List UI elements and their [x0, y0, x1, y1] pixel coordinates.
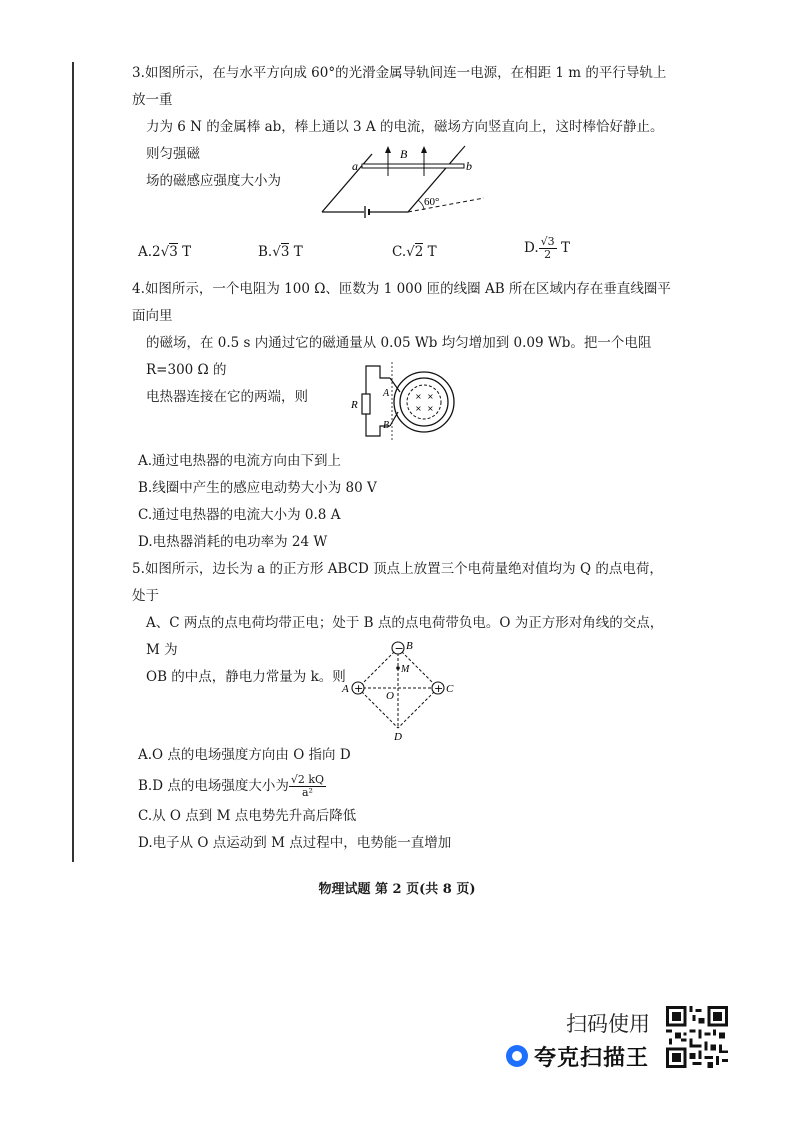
q3-option-a-root: 3 — [169, 244, 178, 260]
q3-fig-angle: 60° — [424, 196, 440, 208]
q5-fig-charge-C: + — [434, 682, 444, 695]
q5-line-2: A、C 两点的点电荷均带正电；处于 B 点的点电荷带负电。O 为正方形对角线的交点，M 为 — [146, 615, 664, 658]
q4-line-1: 4.如图所示，一个电阻为 100 Ω、匝数为 1 000 匝的线圈 AB 所在区域内存在垂直线圈平面向里 — [132, 281, 671, 324]
q4-fig-label-A: A — [383, 388, 390, 399]
q5-fig-charge-A: + — [354, 682, 364, 695]
q3-option-c-root: 2 — [414, 244, 424, 260]
q5-fig-label-B: B — [406, 640, 413, 652]
q3-line-2: 力为 6 N 的金属棒 ab，棒上通以 3 A 的电流，磁场方向竖直向上，这时棒恰好静止。则匀强磁 — [146, 119, 664, 162]
sqrt-symbol: √ — [406, 244, 415, 260]
q5-fig-label-M: M — [401, 664, 410, 675]
q3-option-b-root: 3 — [280, 244, 290, 260]
q5-fig-label-D: D — [394, 731, 402, 740]
page-footer: 物理试题 第 2 页(共 8 页) — [318, 882, 476, 897]
q3-option-d-prefix: D. — [524, 240, 539, 256]
q3-option-a-prefix: A.2 — [138, 244, 161, 260]
q3-option-d-unit: T — [560, 240, 570, 256]
q3-option-c-prefix: C. — [392, 244, 407, 260]
q3-option-b-prefix: B. — [258, 244, 273, 260]
q3-figure — [320, 142, 500, 218]
q5-fig-label-A: A — [342, 683, 349, 695]
q4-fig-label-B: B — [383, 420, 390, 431]
q3-fig-label-B: B — [400, 147, 408, 161]
q5-fig-label-C: C — [446, 683, 454, 695]
q3-option-d-num: √3 — [540, 235, 555, 248]
scan-label: 扫码使用 — [566, 1012, 650, 1036]
q3-option-d-den: 2 — [544, 248, 552, 261]
q5-option-b-den: a² — [301, 786, 313, 799]
q3-option-d — [524, 236, 570, 261]
binding-margin-line — [72, 62, 74, 862]
q3-option-b — [258, 244, 303, 260]
qr-code-icon[interactable] — [666, 1006, 728, 1068]
q5-option-b — [132, 769, 672, 803]
q5-option-b-num: √2 kQ — [290, 773, 325, 786]
q5-figure — [340, 636, 460, 740]
scanner-logo-icon — [506, 1045, 528, 1067]
q3-option-b-unit: T — [293, 244, 303, 260]
q4-options — [132, 448, 672, 556]
q4-line-3: 电热器连接在它的两端，则 — [146, 389, 308, 405]
q5-option-a: A.O 点的电场强度方向由 O 指向 D — [138, 747, 351, 763]
q3-fig-label-b: b — [466, 159, 472, 173]
q3-option-d-fraction — [539, 236, 557, 261]
q5-fig-charge-B: − — [394, 642, 404, 655]
q4-option-a: A.通过电热器的电流方向由下到上 — [138, 453, 342, 469]
q4-fig-cross-3: × — [415, 404, 422, 413]
q3-option-a — [138, 244, 191, 260]
q4-option-b: B.线圈中产生的感应电动势大小为 80 V — [138, 480, 377, 496]
q4-option-c: C.通过电热器的电流大小为 0.8 A — [138, 507, 341, 523]
q3-fig-label-a: a — [352, 159, 358, 173]
q3-option-a-unit: T — [182, 244, 192, 260]
q4-fig-label-R: R — [351, 399, 358, 411]
q4-line-2: 的磁场，在 0.5 s 内通过它的磁通量从 0.05 Wb 均匀增加到 0.09 Wb。把一个电阻 R=300 Ω 的 — [146, 335, 652, 378]
q4-figure — [348, 362, 460, 444]
q5-options — [132, 742, 672, 857]
q3-line-3: 场的磁感应强度大小为 — [146, 173, 281, 189]
q5-fig-label-O: O — [386, 690, 394, 702]
q4-option-d: D.电热器消耗的电功率为 24 W — [138, 534, 328, 550]
sqrt-symbol: √ — [272, 244, 281, 260]
q4-fig-cross-1: × — [415, 392, 422, 401]
sqrt-symbol: √ — [160, 244, 170, 260]
q5-option-b-fraction — [289, 774, 326, 799]
q3-option-c-unit: T — [427, 244, 437, 260]
q5-option-c: C.从 O 点到 M 点电势先升高后降低 — [138, 808, 357, 824]
scanner-brand-name: 夸克扫描王 — [534, 1045, 650, 1071]
q5-line-1: 5.如图所示，边长为 a 的正方形 ABCD 顶点上放置三个电荷量绝对值均为 Q 的点电荷，处于 — [132, 561, 663, 604]
q4-fig-cross-4: × — [427, 404, 434, 413]
q5-option-d: D.电子从 O 点运动到 M 点过程中，电势能一直增加 — [138, 835, 452, 851]
q3-line-1: 3.如图所示，在与水平方向成 60°的光滑金属导轨间连一电源，在相距 1 m 的平行导轨上放一重 — [132, 65, 667, 108]
q5-option-b-prefix: B.D 点的电场强度大小为 — [138, 778, 289, 794]
scanner-brand — [506, 1041, 649, 1071]
q4-fig-cross-2: × — [427, 392, 434, 401]
q3-option-c — [392, 244, 437, 260]
q5-line-3: OB 的中点，静电力常量为 k。则 — [146, 669, 346, 685]
